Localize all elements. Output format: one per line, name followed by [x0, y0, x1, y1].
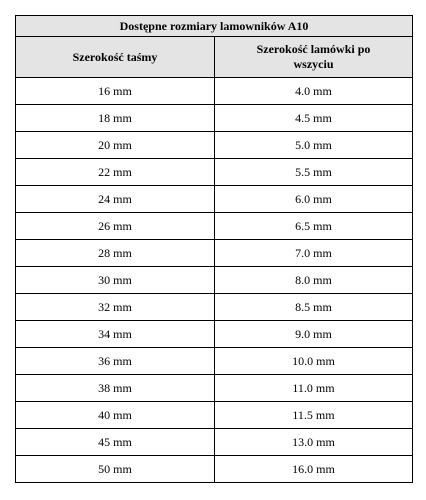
tape-width-cell: 30 mm	[16, 267, 215, 294]
column-header-binding-width: Szerokość lamówki po wszyciu	[215, 37, 413, 78]
binding-width-cell: 6.5 mm	[215, 213, 413, 240]
table-row	[16, 375, 413, 402]
table-row	[16, 240, 413, 267]
tape-width-cell: 20 mm	[16, 132, 215, 159]
tape-width-cell: 18 mm	[16, 105, 215, 132]
binding-width-cell: 6.0 mm	[215, 186, 413, 213]
tape-width-cell: 32 mm	[16, 294, 215, 321]
tape-width-cell: 22 mm	[16, 159, 215, 186]
table-title-row	[16, 16, 413, 37]
sizes-table-container	[15, 15, 412, 483]
table-row	[16, 186, 413, 213]
binding-width-cell: 5.5 mm	[215, 159, 413, 186]
table-row	[16, 294, 413, 321]
tape-width-cell: 36 mm	[16, 348, 215, 375]
tape-width-cell: 26 mm	[16, 213, 215, 240]
binding-width-cell: 9.0 mm	[215, 321, 413, 348]
binding-width-cell: 5.0 mm	[215, 132, 413, 159]
binding-width-cell: 4.5 mm	[215, 105, 413, 132]
binding-width-cell: 7.0 mm	[215, 240, 413, 267]
table-row	[16, 456, 413, 483]
binding-width-cell: 8.0 mm	[215, 267, 413, 294]
sizes-table	[15, 15, 413, 483]
table-row	[16, 429, 413, 456]
binding-width-cell: 11.0 mm	[215, 375, 413, 402]
table-row	[16, 267, 413, 294]
table-row	[16, 78, 413, 105]
table-row	[16, 105, 413, 132]
table-row	[16, 402, 413, 429]
tape-width-cell: 38 mm	[16, 375, 215, 402]
tape-width-cell: 45 mm	[16, 429, 215, 456]
tape-width-cell: 34 mm	[16, 321, 215, 348]
table-body	[16, 78, 413, 483]
binding-width-cell: 4.0 mm	[215, 78, 413, 105]
table-row	[16, 159, 413, 186]
tape-width-cell: 24 mm	[16, 186, 215, 213]
column-header-tape-width: Szerokość taśmy	[16, 37, 215, 78]
binding-width-cell: 13.0 mm	[215, 429, 413, 456]
table-row	[16, 348, 413, 375]
table-title: Dostępne rozmiary lamowników A10	[16, 16, 413, 37]
tape-width-cell: 28 mm	[16, 240, 215, 267]
tape-width-cell: 50 mm	[16, 456, 215, 483]
binding-width-cell: 8.5 mm	[215, 294, 413, 321]
table-row	[16, 213, 413, 240]
tape-width-cell: 40 mm	[16, 402, 215, 429]
tape-width-cell: 16 mm	[16, 78, 215, 105]
table-header-row	[16, 37, 413, 78]
binding-width-cell: 11.5 mm	[215, 402, 413, 429]
table-row	[16, 132, 413, 159]
binding-width-cell: 16.0 mm	[215, 456, 413, 483]
binding-width-cell: 10.0 mm	[215, 348, 413, 375]
table-row	[16, 321, 413, 348]
